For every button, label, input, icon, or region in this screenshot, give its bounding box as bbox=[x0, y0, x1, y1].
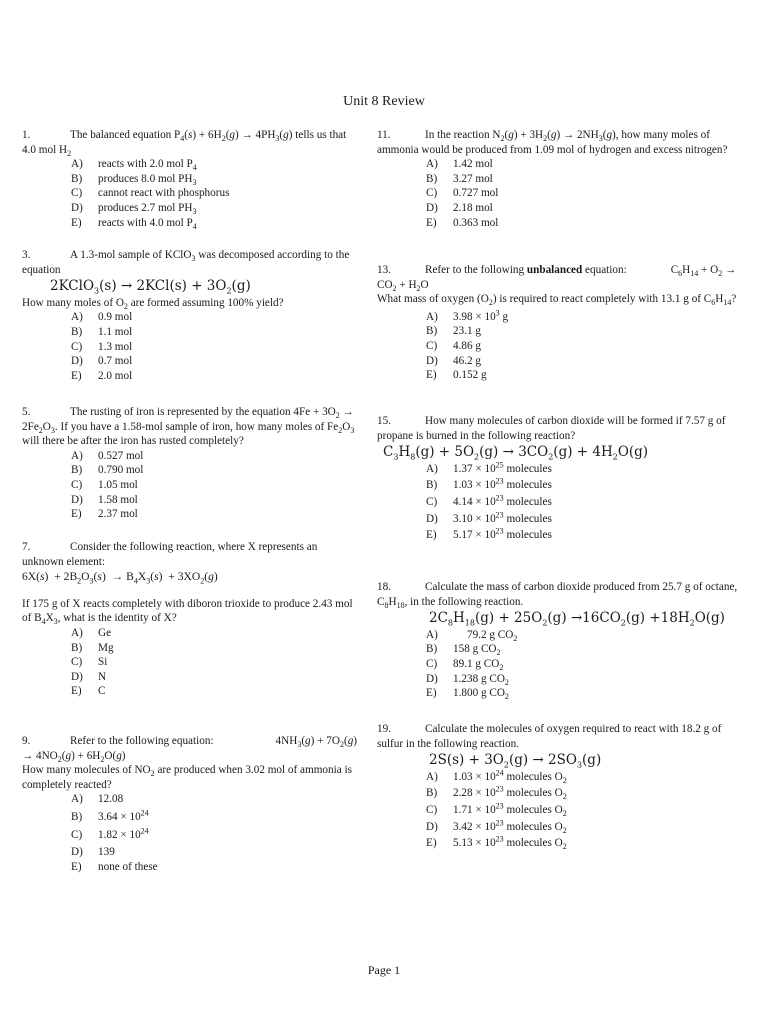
option-b[interactable]: B) 23.1 g bbox=[426, 325, 481, 338]
option-a[interactable]: A) 79.2 g $CO_2$ bbox=[426, 628, 518, 644]
option-e[interactable]: E) none of these bbox=[71, 860, 158, 873]
question-ask: What mass of oxygen $(O_2)$ is required to react completely with 13.1 g of $C_6H_{14}$? bbox=[377, 293, 737, 308]
question-number: 18. bbox=[377, 581, 391, 593]
option-e[interactable]: E) 0.152 g bbox=[426, 369, 487, 382]
equation: $2C_8H_{18}(g) + 25O_2(g) \to 16CO_2(g) +18H_2O(g)$ bbox=[429, 610, 725, 628]
option-c[interactable]: C) cannot react with phosphorus bbox=[71, 187, 230, 200]
question-number: 9. bbox=[22, 735, 31, 747]
equation: $C_3H_8(g) + 5O_2(g) \to 3CO_2(g) + 4H_2O(g)$ bbox=[383, 444, 649, 462]
question-13 bbox=[377, 263, 747, 383]
option-e[interactable]: E) 2.37 mol bbox=[71, 508, 138, 521]
option-b[interactable]: B) 0.790 mol bbox=[71, 464, 144, 477]
question-number: 19. bbox=[377, 723, 391, 735]
option-b[interactable]: B) $3.64 \times 10^{24}$ bbox=[71, 808, 149, 823]
equation: $6X(s) + 2B_2O_3(s) \to B_4X_3(s) + 3XO_2(g)$ bbox=[22, 570, 218, 586]
option-list bbox=[377, 462, 747, 543]
question-number: 1. bbox=[22, 129, 31, 141]
question-stem: 18. Calculate the mass of carbon dioxide produced from 25.7 g of octane, $C_8H_{18}$, in the following reaction. bbox=[377, 581, 738, 610]
option-a[interactable]: A) $1.37 \times 10^{25}$ molecules bbox=[426, 460, 552, 475]
option-a[interactable]: A) Ge bbox=[71, 626, 112, 639]
option-e[interactable]: E) $5.13 \times 10^{23}$ molecules $O_2$ bbox=[426, 834, 567, 852]
option-d[interactable]: D) 46.2 g bbox=[426, 354, 481, 367]
option-e[interactable]: E) reacts with 4.0 mol $P_4$ bbox=[71, 216, 197, 231]
option-c[interactable]: C) $1.82 \times 10^{24}$ bbox=[71, 825, 149, 841]
question-stem: 3. A 1.3-mol sample of KClO$_3$ was decomposed according to the equation bbox=[22, 249, 350, 276]
option-d[interactable]: D) $3.10 \times 10^{23}$ molecules bbox=[426, 509, 552, 525]
question-1 bbox=[22, 128, 357, 230]
option-list bbox=[22, 792, 357, 874]
option-list bbox=[22, 157, 357, 230]
question-9 bbox=[22, 734, 357, 874]
question-number: 15. bbox=[377, 415, 391, 427]
question-number: 11. bbox=[377, 129, 391, 141]
option-e[interactable]: E) 0.363 mol bbox=[426, 216, 499, 229]
option-a[interactable]: A) $1.03 \times 10^{24}$ molecules $O_2$ bbox=[426, 768, 567, 786]
option-b[interactable]: B) $2.28 \times 10^{23}$ molecules $O_2$ bbox=[426, 784, 567, 802]
option-e[interactable]: E) 1.800 g $CO_2$ bbox=[426, 687, 509, 702]
question-number: 5. bbox=[22, 406, 31, 418]
page-title: Unit 8 Review bbox=[343, 94, 425, 109]
option-b[interactable]: B) 3.27 mol bbox=[426, 172, 493, 185]
option-a[interactable]: A) reacts with 2.0 mol $P_4$ bbox=[71, 158, 197, 173]
question-7 bbox=[22, 540, 357, 699]
question-19 bbox=[377, 722, 747, 851]
page-footer: Page 1 bbox=[367, 963, 401, 977]
question-3 bbox=[22, 248, 357, 383]
option-d[interactable]: D) produces 2.7 mol $PH_3$ bbox=[71, 201, 197, 217]
question-stem: 15. How many molecules of carbon dioxide will be formed if 7.57 g of propane is burned in the following reaction? bbox=[377, 415, 726, 442]
equation: 2KClO$_3$(s) → $2KCl(s) + 3O_2(g)$ bbox=[50, 278, 251, 296]
option-c[interactable]: C) $1.71 \times 10^{23}$ molecules $O_2$ bbox=[426, 801, 567, 819]
option-e[interactable]: E) 2.0 mol bbox=[71, 369, 133, 382]
option-list bbox=[22, 310, 357, 383]
option-b[interactable]: B) 158 g $CO_2$ bbox=[426, 643, 501, 658]
option-e[interactable]: E) C bbox=[71, 685, 106, 698]
option-b[interactable]: B) 1.1 mol bbox=[71, 325, 133, 338]
option-a[interactable]: A) 1.42 mol bbox=[426, 158, 493, 171]
question-number: 13. bbox=[377, 264, 391, 276]
question-11 bbox=[377, 128, 747, 230]
question-18 bbox=[377, 580, 747, 701]
option-c[interactable]: C) 1.3 mol bbox=[71, 340, 133, 353]
question-stem: 5. The rusting of iron is represented by the equation $4Fe + 3O_2 \to 2Fe_2O_3$. If you have a 1.58-mol sample of iron, how many moles of $Fe_2O_3$ will there be after the iron has rusted completely? bbox=[22, 406, 355, 448]
question-number: 7. bbox=[22, 541, 31, 553]
question-stem: 11. In the reaction $N_2(g) + 3H_2(g) \to 2NH_3(g)$, how many moles of ammonia would be produced from 1.09 mol of hydrogen and excess nitrogen? bbox=[377, 129, 728, 156]
option-a[interactable]: A) 0.527 mol bbox=[71, 449, 144, 462]
option-c[interactable]: C) 1.05 mol bbox=[71, 478, 138, 491]
option-e[interactable]: E) $5.17 \times 10^{23}$ molecules bbox=[426, 526, 552, 542]
option-c[interactable]: C) 4.86 g bbox=[426, 339, 481, 352]
question-ask: How many molecules of $NO_2$ are produced when 3.02 mol of ammonia is completely reacted? bbox=[22, 764, 352, 791]
option-d[interactable]: D) N bbox=[71, 670, 107, 683]
option-list bbox=[377, 157, 747, 230]
option-c[interactable]: C) Si bbox=[71, 656, 108, 669]
question-stem: 7. Consider the following reaction, where X represents an unknown element: bbox=[22, 541, 318, 568]
option-d[interactable]: D) 2.18 mol bbox=[426, 201, 493, 214]
option-d[interactable]: D) 0.7 mol bbox=[71, 355, 133, 368]
option-d[interactable]: D) 1.58 mol bbox=[71, 493, 138, 506]
question-stem: 9. Refer to the following equation: $4NH_3(g) + 7O_2(g) \to 4NO_2(g) + 6H_2O(g)$ bbox=[22, 735, 358, 764]
option-b[interactable]: B) Mg bbox=[71, 641, 114, 654]
option-list bbox=[377, 770, 747, 851]
option-b[interactable]: B) produces 8.0 mol $PH_3$ bbox=[71, 172, 197, 188]
option-c[interactable]: C) $4.14 \times 10^{23}$ molecules bbox=[426, 493, 552, 508]
option-a[interactable]: A) 12.08 bbox=[71, 793, 124, 806]
option-a[interactable]: A) $3.98 \times 10^3$ g bbox=[426, 308, 509, 323]
option-a[interactable]: A) 0.9 mol bbox=[71, 311, 133, 324]
question-stem: 1. The balanced equation $P_4(s) + 6H_2(g) \to 4PH_3(g)$ tells us that 4.0 mol $H_2$ bbox=[22, 129, 347, 158]
option-c[interactable]: C) 0.727 mol bbox=[426, 187, 499, 200]
question-stem: 13. Refer to the following unbalanced equation: $C_6H_{14} + O_2 \to CO_2 + H_2O$ bbox=[377, 264, 737, 293]
question-number: 3. bbox=[22, 249, 31, 261]
question-ask: If 175 g of X reacts completely with diboron trioxide to produce 2.43 mol of $B_4X_3$, what is the identity of X? bbox=[22, 597, 353, 627]
option-c[interactable]: C) 89.1 g $CO_2$ bbox=[426, 657, 504, 673]
option-list bbox=[22, 449, 357, 522]
option-b[interactable]: B) $1.03 \times 10^{23}$ molecules bbox=[426, 476, 552, 492]
question-15 bbox=[377, 414, 747, 543]
option-list bbox=[22, 626, 357, 699]
question-5 bbox=[22, 405, 357, 522]
question-stem: 19. Calculate the molecules of oxygen required to react with 18.2 g of sulfur in the following reaction. bbox=[377, 723, 722, 750]
option-list bbox=[377, 310, 747, 383]
question-ask: How many moles of $O_2$ are formed assuming 100% yield? bbox=[22, 296, 284, 312]
equation: $2S(s) + 3O_2(g) \to 2SO_3(g)$ bbox=[429, 752, 602, 770]
option-d[interactable]: D) 1.238 g $CO_2$ bbox=[426, 672, 509, 687]
option-d[interactable]: D) 139 bbox=[71, 846, 115, 859]
option-list bbox=[377, 628, 747, 701]
option-d[interactable]: D) $3.42 \times 10^{23}$ molecules $O_2$ bbox=[426, 817, 567, 835]
